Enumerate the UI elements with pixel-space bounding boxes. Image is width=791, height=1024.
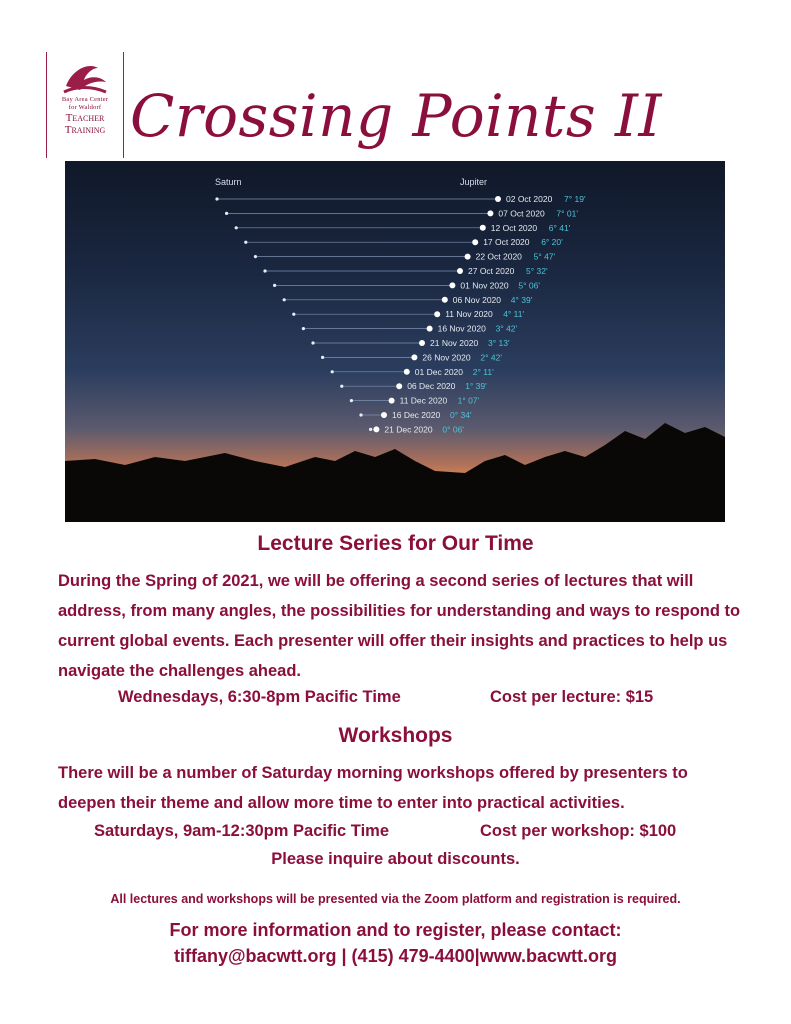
conjunction-photo [65, 161, 725, 522]
conjunction-separation: 4° 11' [503, 309, 525, 320]
conjunction-date: 11 Nov 2020 [445, 309, 493, 320]
saturn-dot [225, 212, 228, 215]
bacwtt-logo [46, 52, 124, 158]
jupiter-dot [389, 398, 395, 404]
conjunction-separation: 5° 06' [518, 280, 540, 291]
saturn-dot [369, 428, 372, 431]
saturn-dot [359, 413, 362, 416]
saturn-dot [302, 327, 305, 330]
logo-line3: Teacher [65, 112, 105, 124]
conjunction-separation: 7° 19' [564, 194, 586, 204]
saturn-dot [263, 269, 266, 272]
jupiter-dot [442, 297, 448, 303]
conjunction-date: 27 Oct 2020 [468, 266, 515, 276]
jupiter-dot [434, 311, 440, 317]
conjunction-date: 01 Dec 2020 [414, 366, 464, 377]
jupiter-dot [404, 369, 410, 375]
conjunction-date: 17 Oct 2020 [483, 237, 530, 248]
tree-silhouette [65, 423, 725, 522]
conjunction-separation: 7° 01' [556, 208, 578, 219]
lectures-schedule: Wednesdays, 6:30-8pm Pacific Time [118, 688, 401, 706]
conjunction-date: 26 Nov 2020 [422, 352, 471, 363]
saturn-dot [254, 255, 257, 258]
jupiter-label: Jupiter [460, 177, 488, 187]
conjunction-separation: 1° 39' [465, 381, 487, 392]
saturn-dot [215, 197, 218, 200]
saturn-dot [283, 298, 286, 301]
jupiter-dot [487, 210, 493, 216]
jupiter-dot [465, 254, 471, 260]
conjunction-separation: 2° 42' [480, 352, 502, 363]
jupiter-dot [449, 282, 455, 288]
jupiter-dot [495, 196, 501, 202]
conjunction-separation: 5° 47' [533, 251, 556, 262]
jupiter-dot [427, 326, 433, 332]
saturn-dot [311, 341, 314, 344]
conjunction-separation: 6° 41' [548, 222, 571, 233]
conjunction-separation: 0° 34' [450, 410, 472, 420]
jupiter-dot [472, 239, 478, 245]
jupiter-dot [480, 225, 486, 231]
saturn-dot [340, 385, 343, 388]
conjunction-separation: 0° 06' [442, 424, 464, 435]
conjunction-date: 11 Dec 2020 [399, 395, 448, 406]
conjunction-separation: 3° 13' [488, 338, 510, 348]
lectures-cost: Cost per lecture: $15 [490, 688, 654, 706]
conjunction-separation: 6° 20' [541, 237, 563, 248]
logo-line1: Bay Area Center [61, 96, 109, 103]
saturn-label: Saturn [215, 177, 242, 187]
jupiter-dot [419, 340, 425, 346]
saturn-dot [244, 241, 247, 244]
saturn-dot [321, 356, 324, 359]
zoom-note: All lectures and workshops will be presented via the Zoom platform and registration is required. [110, 892, 681, 906]
conjunction-date: 07 Oct 2020 [498, 208, 545, 219]
logo-line4: Training [64, 124, 106, 136]
jupiter-dot [457, 268, 463, 274]
contact-line: For more information and to register, please contact: [169, 920, 622, 940]
saturn-dot [292, 313, 295, 316]
conjunction-diagram [65, 161, 725, 522]
conjunction-date: 16 Nov 2020 [437, 323, 486, 334]
logo-line2: for Waldorf [68, 104, 102, 111]
saturn-dot [273, 284, 276, 287]
workshops-schedule: Saturdays, 9am-12:30pm Pacific Time [94, 822, 390, 840]
jupiter-dot [381, 412, 387, 418]
discounts-note: Please inquire about discounts. [271, 850, 520, 868]
conjunction-date: 02 Oct 2020 [506, 194, 553, 204]
saturn-dot [350, 399, 353, 402]
conjunction-date: 06 Dec 2020 [407, 381, 456, 392]
jupiter-dot [396, 383, 402, 389]
saturn-dot [235, 226, 238, 229]
conjunction-separation: 5° 32' [526, 266, 548, 276]
conjunction-separation: 1° 07' [457, 395, 480, 406]
conjunction-separation: 2° 11' [472, 366, 494, 377]
bird-icon [58, 56, 112, 96]
lectures-body: During the Spring of 2021, we will be offering a second series of lectures that will address, from many angles, the possibilities for understanding and ways to respond to current global events. Each presenter will offer their insights and practices to help us navigate the challenges ahead. [58, 572, 741, 680]
workshops-heading: Workshops [338, 724, 453, 747]
jupiter-dot [373, 426, 379, 432]
saturn-dot [331, 370, 334, 373]
conjunction-date: 21 Dec 2020 [384, 424, 433, 435]
lectures-heading: Lecture Series for Our Time [257, 532, 534, 555]
contact-details: tiffany@bacwtt.org | (415) 479-4400|www.bacwtt.org [173, 946, 618, 966]
workshops-cost: Cost per workshop: $100 [480, 822, 677, 840]
conjunction-date: 21 Nov 2020 [430, 338, 479, 348]
conjunction-date: 22 Oct 2020 [475, 251, 522, 262]
conjunction-date: 12 Oct 2020 [490, 222, 538, 233]
page-title: Crossing Points II [130, 82, 662, 150]
jupiter-dot [411, 354, 417, 360]
conjunction-date: 16 Dec 2020 [392, 410, 441, 420]
conjunction-date: 01 Nov 2020 [460, 280, 509, 291]
conjunction-date: 06 Nov 2020 [452, 294, 502, 305]
workshops-body: There will be a number of Saturday morning workshops offered by presenters to deepen their theme and allow more time to enter into practical activities. [58, 764, 688, 812]
conjunction-separation: 3° 42' [495, 323, 518, 334]
conjunction-separation: 4° 39' [510, 294, 533, 305]
